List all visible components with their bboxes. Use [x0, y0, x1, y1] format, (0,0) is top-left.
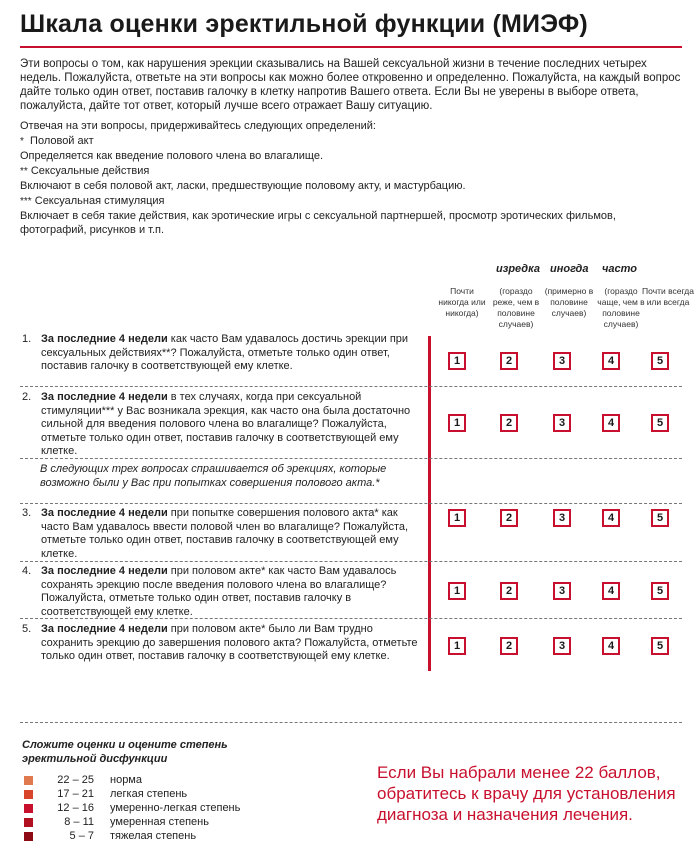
- row-separator: [20, 561, 682, 562]
- question-number: 2.: [22, 391, 32, 403]
- question-2: [22, 391, 420, 459]
- column-note-4: (гораздо чаще, чем в половине случаев): [597, 286, 645, 329]
- q1-answer-3-checkbox[interactable]: 3: [553, 352, 571, 370]
- definition-mark: ***: [20, 196, 32, 207]
- q1-answer-5-checkbox[interactable]: 5: [651, 352, 669, 370]
- column-note-5: Почти всегда или всегда: [642, 286, 694, 307]
- q2-answer-1-checkbox[interactable]: 1: [448, 414, 466, 432]
- row-separator: [20, 618, 682, 619]
- definition-1: [20, 134, 680, 163]
- question-3: [22, 507, 420, 561]
- page-title: Шкала оценки эректильной функции (МИЭФ): [20, 10, 588, 38]
- q3-answer-5-checkbox[interactable]: 5: [651, 509, 669, 527]
- q5-answer-2-checkbox[interactable]: 2: [500, 637, 518, 655]
- q2-answer-5-checkbox[interactable]: 5: [651, 414, 669, 432]
- q1-answer-1-checkbox[interactable]: 1: [448, 352, 466, 370]
- legend-range: 5 – 7: [69, 830, 94, 842]
- q1-answer-2-checkbox[interactable]: 2: [500, 352, 518, 370]
- definition-3: [20, 194, 680, 237]
- definition-term: Сексуальная стимуляция: [34, 195, 165, 207]
- row-separator: [20, 503, 682, 504]
- q4-answer-1-checkbox[interactable]: 1: [448, 582, 466, 600]
- summary-title: Сложите оценки и оцените степень эректильной дисфункции: [22, 739, 228, 765]
- q3-answer-4-checkbox[interactable]: 4: [602, 509, 620, 527]
- question-period: За последние 4 недели: [41, 623, 168, 635]
- column-note-2: (гораздо реже, чем в половине случаев): [492, 286, 540, 329]
- question-text: в тех случаях, когда при сексуальной стимуляции*** у Вас возникала эрекция, как часто она была достаточно сильной для введения полового члена во влагалище? Пожалуйста, отметьте только один ответ, поставив галочку в соответствующей ему клетке.: [41, 391, 411, 457]
- advice-text: Если Вы набрали менее 22 баллов, обратитесь к врачу для установления диагноза и назначения лечения.: [377, 763, 676, 824]
- q5-answer-1-checkbox[interactable]: 1: [448, 637, 466, 655]
- question-1: [22, 333, 420, 374]
- legend-range: 22 – 25: [57, 774, 94, 786]
- q1-answer-4-checkbox[interactable]: 4: [602, 352, 620, 370]
- legend-swatch: [24, 776, 33, 785]
- legend-range: 8 – 11: [64, 816, 94, 828]
- legend-label: норма: [110, 774, 142, 786]
- definition-text: Включают в себя половой акт, ласки, предшествующие половому акту, и мастурбацию.: [20, 180, 466, 192]
- definition-term: Сексуальные действия: [30, 165, 150, 177]
- legend-swatch: [24, 818, 33, 827]
- q2-answer-4-checkbox[interactable]: 4: [602, 414, 620, 432]
- q5-answer-3-checkbox[interactable]: 3: [553, 637, 571, 655]
- scale-header-often: часто: [602, 263, 638, 275]
- q4-answer-5-checkbox[interactable]: 5: [651, 582, 669, 600]
- question-period: За последние 4 недели: [41, 391, 168, 403]
- question-period: За последние 4 недели: [41, 507, 168, 519]
- title-rule: [20, 46, 682, 48]
- q5-answer-5-checkbox[interactable]: 5: [651, 637, 669, 655]
- q5-answer-4-checkbox[interactable]: 4: [602, 637, 620, 655]
- question-number: 4.: [22, 565, 32, 577]
- question-4: [22, 565, 420, 619]
- question-text: как часто Вам удавалось достичь эрекции при сексуальных действиях**? Пожалуйста, отметьте только один ответ, поставив галочку в соответствующей ему клетке.: [41, 333, 409, 372]
- definition-text: Включает в себя такие действия, как эротические игры с сексуальной партнершей, просмотр эротических фильмов, фотографий, рисунков и т.п.: [20, 210, 616, 236]
- q3-answer-3-checkbox[interactable]: 3: [553, 509, 571, 527]
- definitions-heading: Отвечая на эти вопросы, придерживайтесь следующих определений:: [20, 120, 376, 132]
- question-text: при половом акте* как часто Вам удавалось сохранять эрекцию после введения полового члена во влагалище? Пожалуйста, отметьте только один ответ, поставив галочку в соответствующей ему клетке.: [41, 565, 397, 618]
- scale-header-rarely: изредка: [496, 263, 540, 275]
- legend-label: умеренно-легкая степень: [110, 802, 241, 814]
- legend-swatch: [24, 790, 33, 799]
- definition-mark: **: [20, 166, 28, 177]
- question-number: 1.: [22, 333, 32, 345]
- section-separator: [20, 722, 682, 723]
- definition-2: [20, 164, 680, 193]
- q4-answer-2-checkbox[interactable]: 2: [500, 582, 518, 600]
- q2-answer-2-checkbox[interactable]: 2: [500, 414, 518, 432]
- legend-swatch: [24, 804, 33, 813]
- definition-mark: *: [20, 136, 24, 147]
- row-separator: [20, 458, 682, 459]
- legend-range: 17 – 21: [57, 788, 94, 800]
- question-number: 3.: [22, 507, 32, 519]
- q4-answer-4-checkbox[interactable]: 4: [602, 582, 620, 600]
- question-period: За последние 4 недели: [41, 333, 168, 345]
- definition-term: Половой акт: [30, 135, 94, 147]
- question-text: при половом акте* было ли Вам трудно сохранить эрекцию до завершения полового акта? Пожалуйста, отметьте только один ответ, поставив галочку в соответствующей ему клетке.: [41, 623, 418, 662]
- question-5: [22, 623, 420, 664]
- question-text: при попытке совершения полового акта* как часто Вам удавалось ввести половой член во влагалище? Пожалуйста, отметьте только один ответ, поставив галочку в соответствующей ему клетке.: [41, 507, 409, 560]
- legend-swatch: [24, 832, 33, 841]
- section-note: В следующих трех вопросах спрашивается об эрекциях, которые возможно были у Вас при попытках совершения полового акта.*: [40, 463, 387, 489]
- legend-range: 12 – 16: [57, 802, 94, 814]
- column-note-1: Почти никогда или никогда): [438, 286, 486, 318]
- column-note-3: (примерно в половине случаев): [544, 286, 594, 318]
- legend-label: умеренная степень: [110, 816, 209, 828]
- question-number: 5.: [22, 623, 32, 635]
- q3-answer-1-checkbox[interactable]: 1: [448, 509, 466, 527]
- q2-answer-3-checkbox[interactable]: 3: [553, 414, 571, 432]
- q3-answer-2-checkbox[interactable]: 2: [500, 509, 518, 527]
- legend-label: легкая степень: [110, 788, 188, 800]
- intro-text: Эти вопросы о том, как нарушения эрекции сказывались на Вашей сексуальной жизни в течение последних четырех недель. Пожалуйста, ответьте на эти вопросы как можно более откровенно и определенно. Пожалуйста, на каждый вопрос дайте только один ответ, поставив галочку в клетку напротив Вашего ответа. Если Вы не уверены в выборе ответа, пожалуйста, дайте тот ответ, который лучше всего отражает Вашу ситуацию.: [20, 58, 681, 112]
- definition-text: Определяется как введение полового члена во влагалище.: [20, 150, 324, 162]
- q4-answer-3-checkbox[interactable]: 3: [553, 582, 571, 600]
- question-period: За последние 4 недели: [41, 565, 168, 577]
- legend-label: тяжелая степень: [110, 830, 197, 842]
- row-separator: [20, 386, 682, 387]
- scale-header-sometimes: иногда: [550, 263, 589, 275]
